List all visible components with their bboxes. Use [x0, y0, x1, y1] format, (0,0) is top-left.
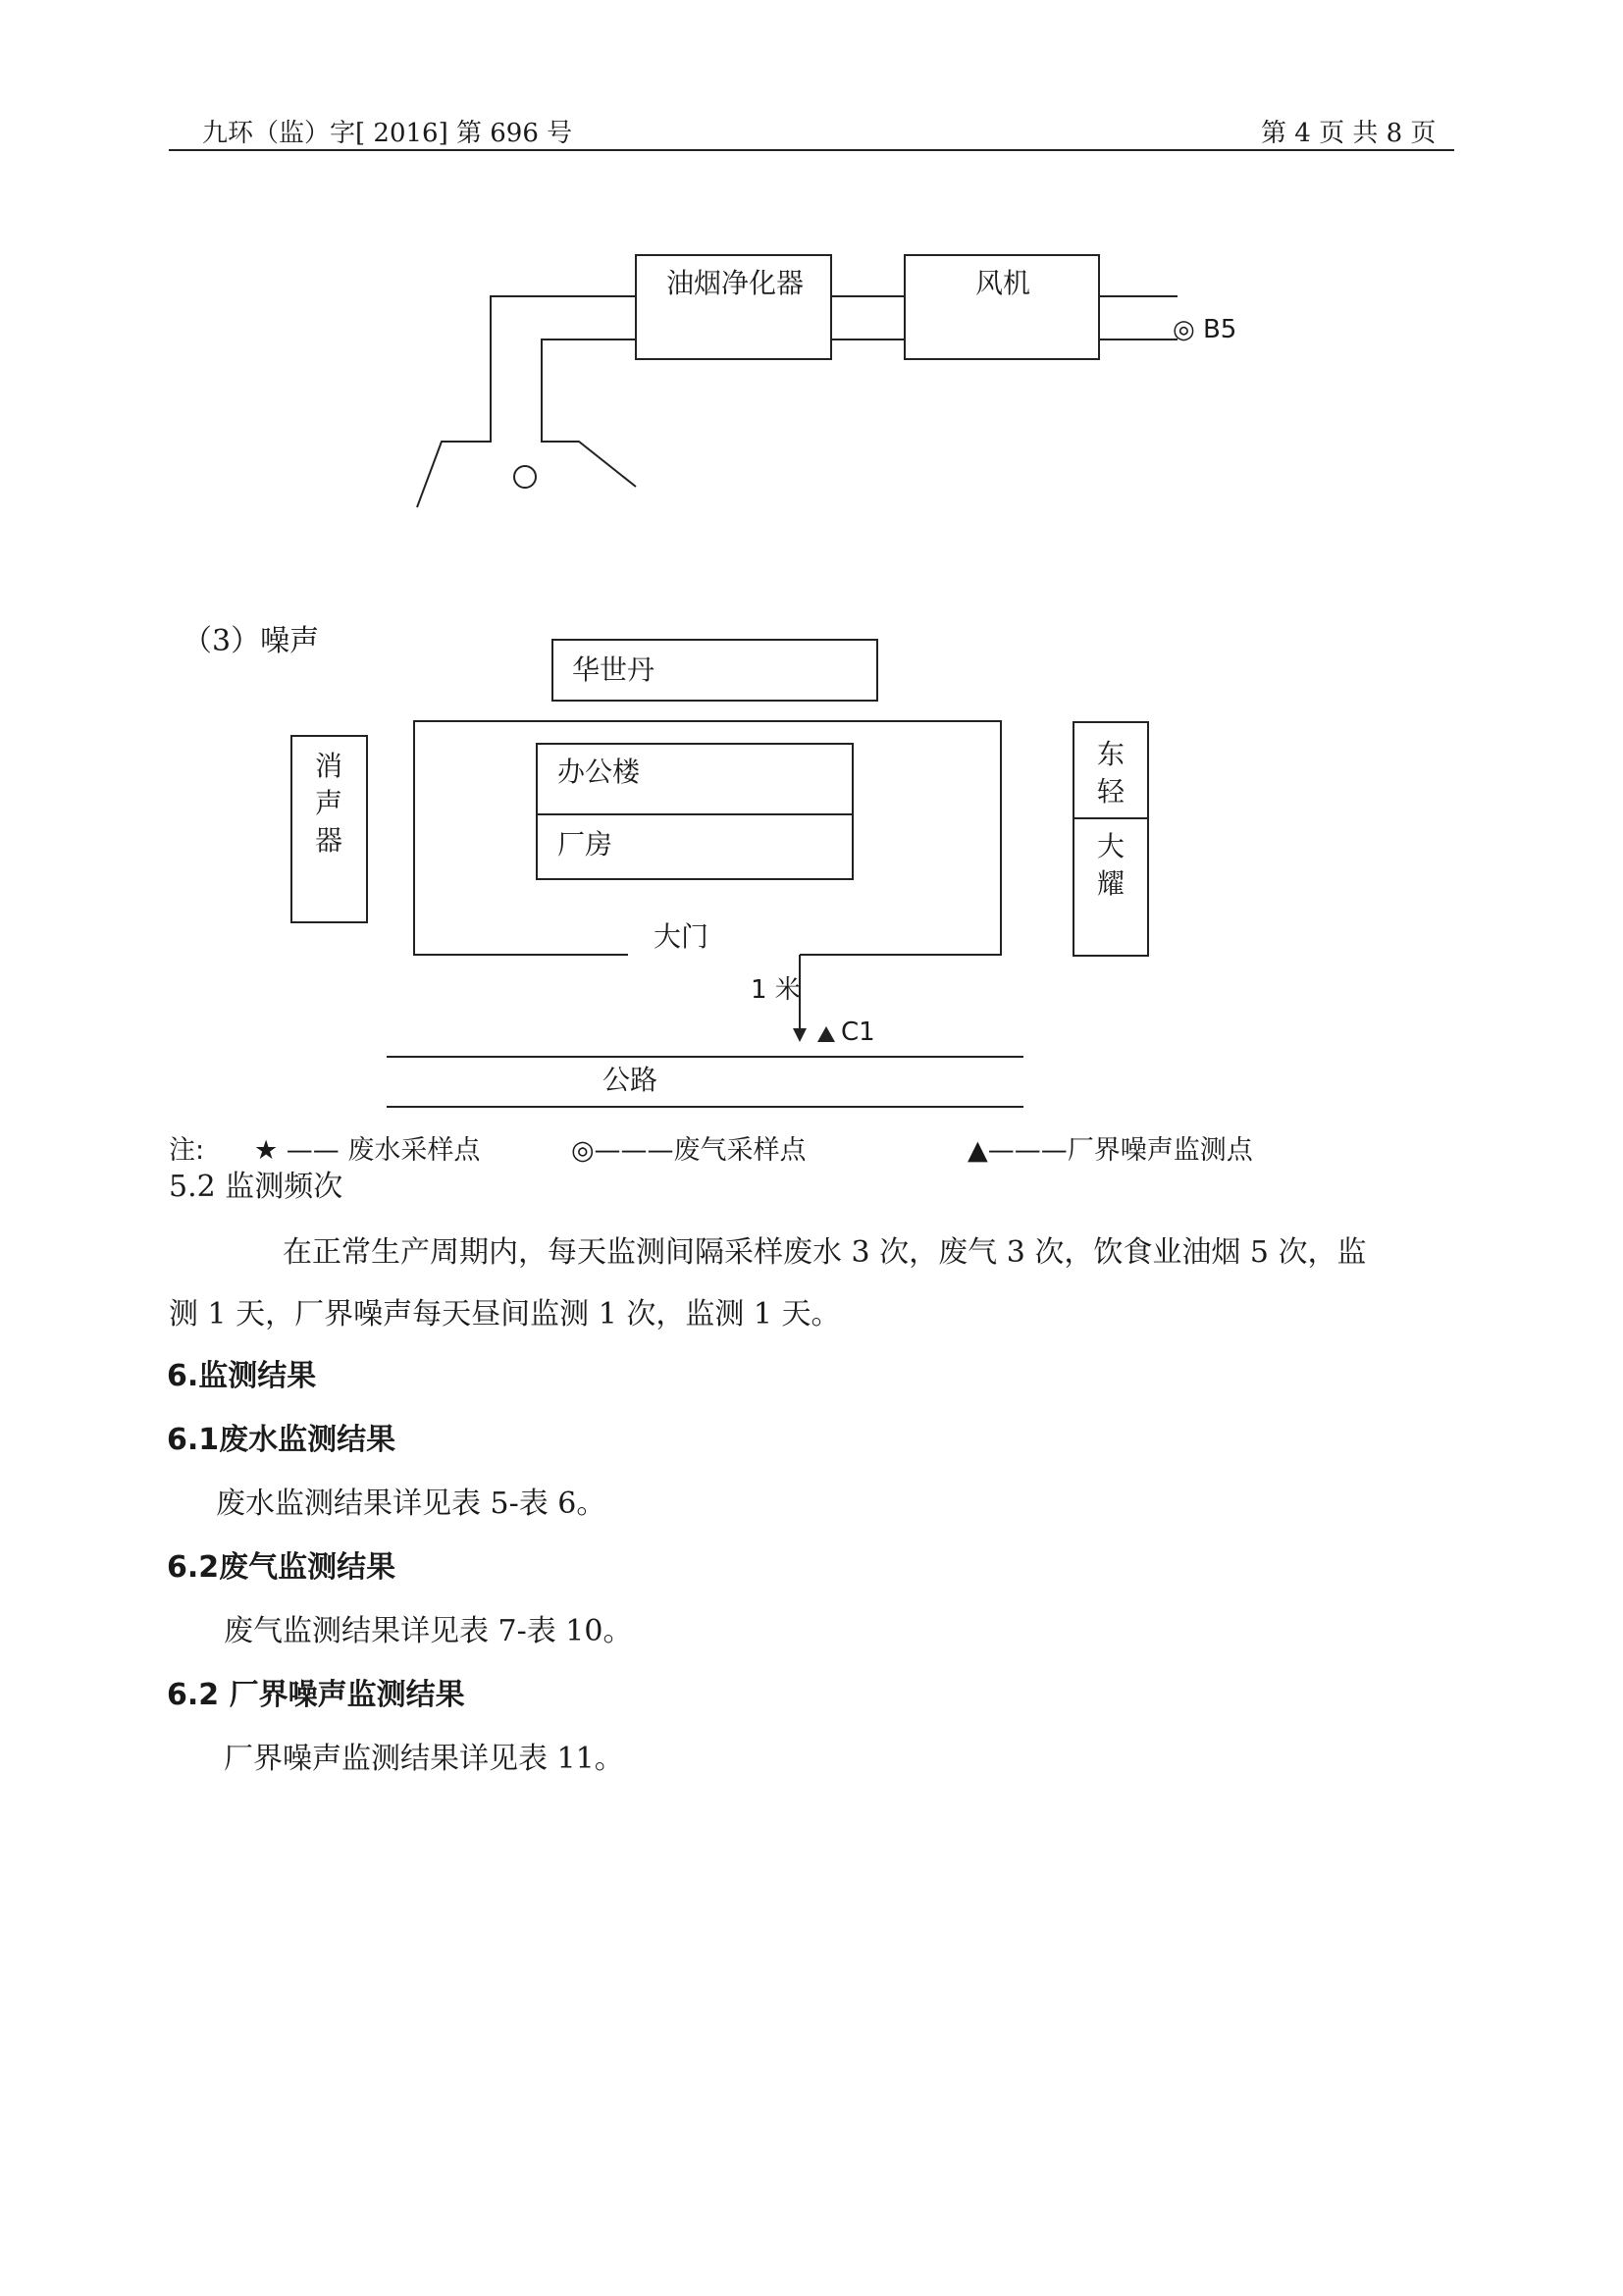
legend-wastegas: ◎———废气采样点	[571, 1135, 807, 1166]
legend-wastewater-label: 废水采样点	[347, 1135, 481, 1166]
section-6-2-title: 6.2废气监测结果	[167, 1550, 396, 1585]
duct-left	[417, 296, 636, 507]
label-gate: 大门	[654, 920, 709, 953]
silencer-vertical-char: 消	[314, 750, 343, 782]
sample-point-b5: ◎ B5	[1173, 315, 1237, 344]
noise-heading: （3）噪声	[183, 624, 320, 658]
label-factory: 厂房	[557, 828, 613, 861]
arrow-head	[793, 1028, 807, 1042]
legend-wastewater	[254, 1128, 480, 1167]
east-top-vertical-char: 东	[1096, 738, 1126, 770]
section-6-title: 6.监测结果	[167, 1359, 317, 1393]
duct-right	[542, 339, 636, 487]
label-east-bottom	[1097, 830, 1125, 900]
east-bottom-vertical-char: 耀	[1096, 867, 1126, 900]
east-top-vertical-char: 轻	[1096, 775, 1126, 808]
fan-label: 风机	[974, 267, 1031, 299]
section-6-3-title: 6.2 厂界噪声监测结果	[167, 1678, 465, 1712]
legend-noise-label: ———厂界噪声监测点	[987, 1135, 1253, 1166]
legend-note: 注:	[169, 1135, 205, 1166]
document-number: 九环（监）字[ 2016] 第 696 号	[202, 119, 573, 148]
label-silencer	[315, 750, 342, 857]
legend-noise	[968, 1128, 1253, 1167]
section-6-2-body: 废气监测结果详见表 7-表 10。	[224, 1614, 633, 1648]
label-office: 办公楼	[557, 756, 641, 788]
label-huashidan: 华世丹	[572, 653, 655, 686]
triangle-icon: ▲	[968, 1135, 988, 1166]
hood-circle	[514, 466, 536, 488]
east-bottom-vertical-char: 大	[1096, 830, 1126, 862]
section-6-3-body: 厂界噪声监测结果详见表 11。	[224, 1742, 624, 1776]
section-5-2-body-line2: 测 1 天，厂界噪声每天昼间监测 1 次，监测 1 天。	[169, 1297, 841, 1331]
label-distance: 1 米	[751, 975, 801, 1005]
silencer-vertical-char: 器	[314, 824, 343, 857]
noise-point-triangle	[817, 1026, 835, 1042]
section-5-2-body-line1: 在正常生产周期内，每天监测间隔采样废水 3 次，废气 3 次，饮食业油烟 5 次，监	[283, 1235, 1367, 1270]
silencer-vertical-char: 声	[314, 787, 343, 819]
purifier-label: 油烟净化器	[665, 267, 805, 299]
section-5-2-title: 5.2 监测频次	[169, 1170, 343, 1204]
label-road: 公路	[602, 1064, 658, 1096]
label-c1: C1	[841, 1018, 875, 1047]
section-6-1-title: 6.1废水监测结果	[167, 1423, 396, 1457]
section-6-1-body: 废水监测结果详见表 5-表 6。	[216, 1487, 606, 1521]
page-info: 第 4 页 共 8 页	[1261, 119, 1437, 148]
label-east-top	[1097, 738, 1126, 808]
star-icon: ★ ——	[254, 1135, 340, 1166]
